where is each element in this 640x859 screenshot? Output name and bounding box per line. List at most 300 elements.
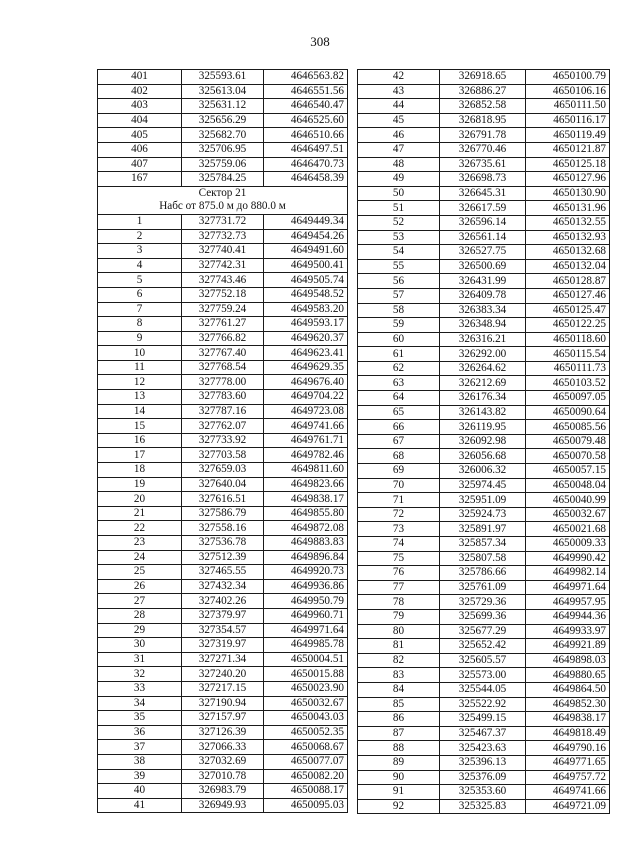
point-number-cell: 20 (98, 492, 182, 507)
table-row (358, 157, 610, 172)
x-coordinate-cell: 325786.66 (440, 566, 526, 581)
x-coordinate-cell: 327752.18 (182, 287, 264, 302)
table-row (358, 245, 610, 260)
y-coordinate-cell: 4650132.04 (526, 259, 610, 274)
table-row (358, 113, 610, 128)
point-number-cell: 57 (358, 288, 440, 303)
y-coordinate-cell: 4650048.04 (526, 478, 610, 493)
x-coordinate-cell: 327354.57 (182, 623, 264, 638)
point-number-cell: 35 (98, 711, 182, 726)
y-coordinate-cell: 4649741.66 (526, 785, 610, 800)
y-coordinate-cell: 4650127.46 (526, 288, 610, 303)
point-number-cell: 61 (358, 347, 440, 362)
sector-header-cell (98, 186, 348, 214)
table-row (98, 769, 348, 784)
x-coordinate-cell: 326383.34 (440, 303, 526, 318)
point-number-cell: 63 (358, 376, 440, 391)
table-row (98, 331, 348, 346)
table-row (358, 274, 610, 289)
y-coordinate-cell: 4649982.14 (526, 566, 610, 581)
point-number-cell: 60 (358, 332, 440, 347)
y-coordinate-cell: 4649505.74 (264, 273, 348, 288)
x-coordinate-cell: 326698.73 (440, 172, 526, 187)
table-row (358, 332, 610, 347)
point-number-cell: 167 (98, 172, 182, 187)
y-coordinate-cell: 4649629.35 (264, 360, 348, 375)
y-coordinate-cell: 4649971.64 (264, 623, 348, 638)
y-coordinate-cell: 4650125.47 (526, 303, 610, 318)
table-row (98, 667, 348, 682)
y-coordinate-cell: 4646470.73 (264, 157, 348, 172)
x-coordinate-cell: 326852.58 (440, 99, 526, 114)
x-coordinate-cell: 327778.00 (182, 375, 264, 390)
y-coordinate-cell: 4649872.08 (264, 521, 348, 536)
y-coordinate-cell: 4650085.56 (526, 420, 610, 435)
page-number: 308 (310, 34, 330, 49)
point-number-cell: 83 (358, 668, 440, 683)
point-number-cell: 407 (98, 157, 182, 172)
y-coordinate-cell: 4650100.79 (526, 70, 610, 85)
table-row (98, 740, 348, 755)
y-coordinate-cell: 4650115.54 (526, 347, 610, 362)
table-row (98, 492, 348, 507)
y-coordinate-cell: 4649823.66 (264, 477, 348, 492)
table-row (98, 302, 348, 317)
table-row (358, 172, 610, 187)
y-coordinate-cell: 4649771.65 (526, 755, 610, 770)
sector-header-row (98, 186, 348, 214)
x-coordinate-cell: 327402.26 (182, 594, 264, 609)
y-coordinate-cell: 4649790.16 (526, 741, 610, 756)
x-coordinate-cell: 325706.95 (182, 142, 264, 157)
y-coordinate-cell: 4649990.42 (526, 551, 610, 566)
table-row (358, 799, 610, 814)
point-number-cell: 88 (358, 741, 440, 756)
table-row (98, 70, 348, 85)
table-row (98, 536, 348, 551)
x-coordinate-cell: 327783.60 (182, 390, 264, 405)
x-coordinate-cell: 325807.58 (440, 551, 526, 566)
point-number-cell: 41 (98, 798, 182, 813)
table-row (98, 652, 348, 667)
table-row (98, 696, 348, 711)
table-row (358, 712, 610, 727)
y-coordinate-cell: 4649704.22 (264, 390, 348, 405)
y-coordinate-cell: 4650119.49 (526, 128, 610, 143)
left-sector-rows (98, 214, 348, 812)
y-coordinate-cell: 4649957.95 (526, 595, 610, 610)
x-coordinate-cell: 326348.94 (440, 318, 526, 333)
table-row (358, 99, 610, 114)
y-coordinate-cell: 4650125.18 (526, 157, 610, 172)
y-coordinate-cell: 4649883.83 (264, 536, 348, 551)
point-number-cell: 4 (98, 258, 182, 273)
y-coordinate-cell: 4650057.15 (526, 464, 610, 479)
y-coordinate-cell: 4646525.60 (264, 113, 348, 128)
point-number-cell: 21 (98, 506, 182, 521)
point-number-cell: 16 (98, 433, 182, 448)
x-coordinate-cell: 326886.27 (440, 84, 526, 99)
x-coordinate-cell: 325467.37 (440, 726, 526, 741)
point-number-cell: 406 (98, 142, 182, 157)
x-coordinate-cell: 327558.16 (182, 521, 264, 536)
x-coordinate-cell: 325544.05 (440, 682, 526, 697)
table-row (98, 638, 348, 653)
x-coordinate-cell: 326264.62 (440, 361, 526, 376)
x-coordinate-cell: 327616.51 (182, 492, 264, 507)
y-coordinate-cell: 4650043.03 (264, 711, 348, 726)
x-coordinate-cell: 327586.79 (182, 506, 264, 521)
y-coordinate-cell: 4649864.50 (526, 682, 610, 697)
y-coordinate-cell: 4650111.73 (526, 361, 610, 376)
table-row (358, 318, 610, 333)
x-coordinate-cell: 325499.15 (440, 712, 526, 727)
table-row (358, 128, 610, 143)
x-coordinate-cell: 325677.29 (440, 624, 526, 639)
table-row (98, 579, 348, 594)
x-coordinate-cell: 327766.82 (182, 331, 264, 346)
x-coordinate-cell: 327157.97 (182, 711, 264, 726)
point-number-cell: 86 (358, 712, 440, 727)
point-number-cell: 89 (358, 755, 440, 770)
y-coordinate-cell: 4646540.47 (264, 99, 348, 114)
x-coordinate-cell: 326119.95 (440, 420, 526, 435)
x-coordinate-cell: 326316.21 (440, 332, 526, 347)
point-number-cell: 14 (98, 404, 182, 419)
y-coordinate-cell: 4649593.17 (264, 317, 348, 332)
table-row (98, 390, 348, 405)
point-number-cell: 75 (358, 551, 440, 566)
point-number-cell: 85 (358, 697, 440, 712)
point-number-cell: 59 (358, 318, 440, 333)
table-row (358, 507, 610, 522)
x-coordinate-cell: 327319.97 (182, 638, 264, 653)
y-coordinate-cell: 4649491.60 (264, 244, 348, 259)
point-number-cell: 78 (358, 595, 440, 610)
y-coordinate-cell: 4650103.52 (526, 376, 610, 391)
table-row (98, 419, 348, 434)
y-coordinate-cell: 4649898.03 (526, 653, 610, 668)
point-number-cell: 44 (358, 99, 440, 114)
table-row (358, 478, 610, 493)
x-coordinate-cell: 327768.54 (182, 360, 264, 375)
x-coordinate-cell: 326791.78 (440, 128, 526, 143)
x-coordinate-cell: 326006.32 (440, 464, 526, 479)
table-row (358, 741, 610, 756)
point-number-cell: 53 (358, 230, 440, 245)
y-coordinate-cell: 4649985.78 (264, 638, 348, 653)
y-coordinate-cell: 4649852.30 (526, 697, 610, 712)
table-row (98, 506, 348, 521)
x-coordinate-cell: 326500.69 (440, 259, 526, 274)
y-coordinate-cell: 4650090.64 (526, 405, 610, 420)
y-coordinate-cell: 4650009.33 (526, 537, 610, 552)
y-coordinate-cell: 4650040.99 (526, 493, 610, 508)
y-coordinate-cell: 4649548.52 (264, 287, 348, 302)
x-coordinate-cell: 325951.09 (440, 493, 526, 508)
table-row (358, 668, 610, 683)
x-coordinate-cell: 326409.78 (440, 288, 526, 303)
x-coordinate-cell: 326527.75 (440, 245, 526, 260)
x-coordinate-cell: 325729.36 (440, 595, 526, 610)
table-row (358, 361, 610, 376)
point-number-cell: 8 (98, 317, 182, 332)
table-row (98, 725, 348, 740)
x-coordinate-cell: 327465.55 (182, 565, 264, 580)
point-number-cell: 42 (358, 70, 440, 85)
y-coordinate-cell: 4649921.89 (526, 639, 610, 654)
table-row (358, 259, 610, 274)
point-number-cell: 3 (98, 244, 182, 259)
table-row (98, 128, 348, 143)
table-row (98, 113, 348, 128)
table-row (98, 608, 348, 623)
point-number-cell: 90 (358, 770, 440, 785)
x-coordinate-cell: 327512.39 (182, 550, 264, 565)
x-coordinate-cell: 325652.42 (440, 639, 526, 654)
point-number-cell: 27 (98, 594, 182, 609)
table-row (358, 770, 610, 785)
table-row (358, 405, 610, 420)
y-coordinate-cell: 4649721.09 (526, 799, 610, 814)
table-row (358, 755, 610, 770)
x-coordinate-cell: 326818.95 (440, 113, 526, 128)
table-row (358, 653, 610, 668)
table-row (358, 464, 610, 479)
point-number-cell: 70 (358, 478, 440, 493)
point-number-cell: 45 (358, 113, 440, 128)
y-coordinate-cell: 4650079.48 (526, 434, 610, 449)
table-row (98, 142, 348, 157)
x-coordinate-cell: 325891.97 (440, 522, 526, 537)
point-number-cell: 403 (98, 99, 182, 114)
table-row (98, 521, 348, 536)
y-coordinate-cell: 4650130.90 (526, 186, 610, 201)
point-number-cell: 46 (358, 128, 440, 143)
y-coordinate-cell: 4649782.46 (264, 448, 348, 463)
table-row (358, 376, 610, 391)
y-coordinate-cell: 4649811.60 (264, 463, 348, 478)
y-coordinate-cell: 4650132.93 (526, 230, 610, 245)
point-number-cell: 73 (358, 522, 440, 537)
x-coordinate-cell: 327659.03 (182, 463, 264, 478)
point-number-cell: 26 (98, 579, 182, 594)
table-row (98, 172, 348, 187)
point-number-cell: 5 (98, 273, 182, 288)
point-number-cell: 58 (358, 303, 440, 318)
sector-subtitle: Набс от 875.0 м до 880.0 м (159, 200, 286, 213)
y-coordinate-cell: 4649449.34 (264, 214, 348, 229)
table-row (98, 360, 348, 375)
table-row (358, 391, 610, 406)
table-row (358, 537, 610, 552)
point-number-cell: 402 (98, 84, 182, 99)
table-row (358, 303, 610, 318)
x-coordinate-cell: 327703.58 (182, 448, 264, 463)
coordinates-table-right (357, 69, 610, 814)
point-number-cell: 30 (98, 638, 182, 653)
y-coordinate-cell: 4649454.26 (264, 229, 348, 244)
y-coordinate-cell: 4649583.20 (264, 302, 348, 317)
x-coordinate-cell: 327743.46 (182, 273, 264, 288)
y-coordinate-cell: 4649880.65 (526, 668, 610, 683)
y-coordinate-cell: 4650068.67 (264, 740, 348, 755)
x-coordinate-cell: 326176.34 (440, 391, 526, 406)
y-coordinate-cell: 4649723.08 (264, 404, 348, 419)
x-coordinate-cell: 327733.92 (182, 433, 264, 448)
y-coordinate-cell: 4650077.07 (264, 754, 348, 769)
x-coordinate-cell: 326561.14 (440, 230, 526, 245)
y-coordinate-cell: 4650088.17 (264, 784, 348, 799)
point-number-cell: 32 (98, 667, 182, 682)
point-number-cell: 38 (98, 754, 182, 769)
table-row (98, 99, 348, 114)
point-number-cell: 80 (358, 624, 440, 639)
table-row (358, 420, 610, 435)
point-number-cell: 71 (358, 493, 440, 508)
table-row (358, 697, 610, 712)
coordinates-table-left (97, 69, 348, 813)
point-number-cell: 23 (98, 536, 182, 551)
point-number-cell: 91 (358, 785, 440, 800)
x-coordinate-cell: 327787.16 (182, 404, 264, 419)
y-coordinate-cell: 4649971.64 (526, 580, 610, 595)
table-row (98, 287, 348, 302)
table-row (98, 463, 348, 478)
table-row (358, 215, 610, 230)
x-coordinate-cell: 327759.24 (182, 302, 264, 317)
y-coordinate-cell: 4649960.71 (264, 608, 348, 623)
point-number-cell: 43 (358, 84, 440, 99)
point-number-cell: 84 (358, 682, 440, 697)
x-coordinate-cell: 325682.70 (182, 128, 264, 143)
point-number-cell: 51 (358, 201, 440, 216)
y-coordinate-cell: 4650015.88 (264, 667, 348, 682)
y-coordinate-cell: 4649950.79 (264, 594, 348, 609)
x-coordinate-cell: 325423.63 (440, 741, 526, 756)
y-coordinate-cell: 4650032.67 (264, 696, 348, 711)
point-number-cell: 72 (358, 507, 440, 522)
point-number-cell: 79 (358, 609, 440, 624)
point-number-cell: 68 (358, 449, 440, 464)
point-number-cell: 28 (98, 608, 182, 623)
table-row (98, 477, 348, 492)
table-row (98, 229, 348, 244)
point-number-cell: 37 (98, 740, 182, 755)
x-coordinate-cell: 327032.69 (182, 754, 264, 769)
y-coordinate-cell: 4646497.51 (264, 142, 348, 157)
point-number-cell: 17 (98, 448, 182, 463)
point-number-cell: 15 (98, 419, 182, 434)
table-row (98, 550, 348, 565)
y-coordinate-cell: 4646458.39 (264, 172, 348, 187)
point-number-cell: 25 (98, 565, 182, 580)
x-coordinate-cell: 326617.59 (440, 201, 526, 216)
table-row (358, 70, 610, 85)
y-coordinate-cell: 4649838.17 (264, 492, 348, 507)
point-number-cell: 19 (98, 477, 182, 492)
x-coordinate-cell: 327190.94 (182, 696, 264, 711)
y-coordinate-cell: 4649920.73 (264, 565, 348, 580)
y-coordinate-cell: 4650131.96 (526, 201, 610, 216)
table-row (358, 624, 610, 639)
point-number-cell: 33 (98, 681, 182, 696)
y-coordinate-cell: 4650128.87 (526, 274, 610, 289)
x-coordinate-cell: 327731.72 (182, 214, 264, 229)
x-coordinate-cell: 325353.60 (440, 785, 526, 800)
y-coordinate-cell: 4650121.87 (526, 142, 610, 157)
point-number-cell: 49 (358, 172, 440, 187)
table-row (98, 433, 348, 448)
y-coordinate-cell: 4650021.68 (526, 522, 610, 537)
point-number-cell: 18 (98, 463, 182, 478)
sector-title: Сектор 21 (198, 186, 247, 199)
table-row (98, 317, 348, 332)
table-row (98, 565, 348, 580)
point-number-cell: 36 (98, 725, 182, 740)
x-coordinate-cell: 327742.31 (182, 258, 264, 273)
table-row (98, 594, 348, 609)
x-coordinate-cell: 326596.14 (440, 215, 526, 230)
x-coordinate-cell: 326143.82 (440, 405, 526, 420)
y-coordinate-cell: 4650132.68 (526, 245, 610, 260)
y-coordinate-cell: 4650070.58 (526, 449, 610, 464)
right-rows (358, 70, 610, 814)
table-row (358, 726, 610, 741)
x-coordinate-cell: 327379.97 (182, 608, 264, 623)
point-number-cell: 31 (98, 652, 182, 667)
table-row (358, 639, 610, 654)
point-number-cell: 11 (98, 360, 182, 375)
y-coordinate-cell: 4650004.51 (264, 652, 348, 667)
table-row (98, 84, 348, 99)
x-coordinate-cell: 326918.65 (440, 70, 526, 85)
x-coordinate-cell: 327432.34 (182, 579, 264, 594)
table-row (98, 623, 348, 638)
x-coordinate-cell: 326212.69 (440, 376, 526, 391)
y-coordinate-cell: 4649933.97 (526, 624, 610, 639)
x-coordinate-cell: 327767.40 (182, 346, 264, 361)
table-row (358, 566, 610, 581)
point-number-cell: 39 (98, 769, 182, 784)
y-coordinate-cell: 4646551.56 (264, 84, 348, 99)
y-coordinate-cell: 4649623.41 (264, 346, 348, 361)
x-coordinate-cell: 326092.98 (440, 434, 526, 449)
y-coordinate-cell: 4650082.20 (264, 769, 348, 784)
point-number-cell: 13 (98, 390, 182, 405)
x-coordinate-cell: 327126.39 (182, 725, 264, 740)
point-number-cell: 48 (358, 157, 440, 172)
y-coordinate-cell: 4650106.16 (526, 84, 610, 99)
table-row (98, 681, 348, 696)
point-number-cell: 67 (358, 434, 440, 449)
table-row (358, 551, 610, 566)
y-coordinate-cell: 4649500.41 (264, 258, 348, 273)
y-coordinate-cell: 4649896.84 (264, 550, 348, 565)
point-number-cell: 405 (98, 128, 182, 143)
x-coordinate-cell: 325573.00 (440, 668, 526, 683)
table-row (358, 785, 610, 800)
table-row (358, 522, 610, 537)
table-row (98, 346, 348, 361)
point-number-cell: 74 (358, 537, 440, 552)
x-coordinate-cell: 325522.92 (440, 697, 526, 712)
x-coordinate-cell: 326949.93 (182, 798, 264, 813)
x-coordinate-cell: 327240.20 (182, 667, 264, 682)
table-row (98, 214, 348, 229)
y-coordinate-cell: 4649838.17 (526, 712, 610, 727)
x-coordinate-cell: 326292.00 (440, 347, 526, 362)
